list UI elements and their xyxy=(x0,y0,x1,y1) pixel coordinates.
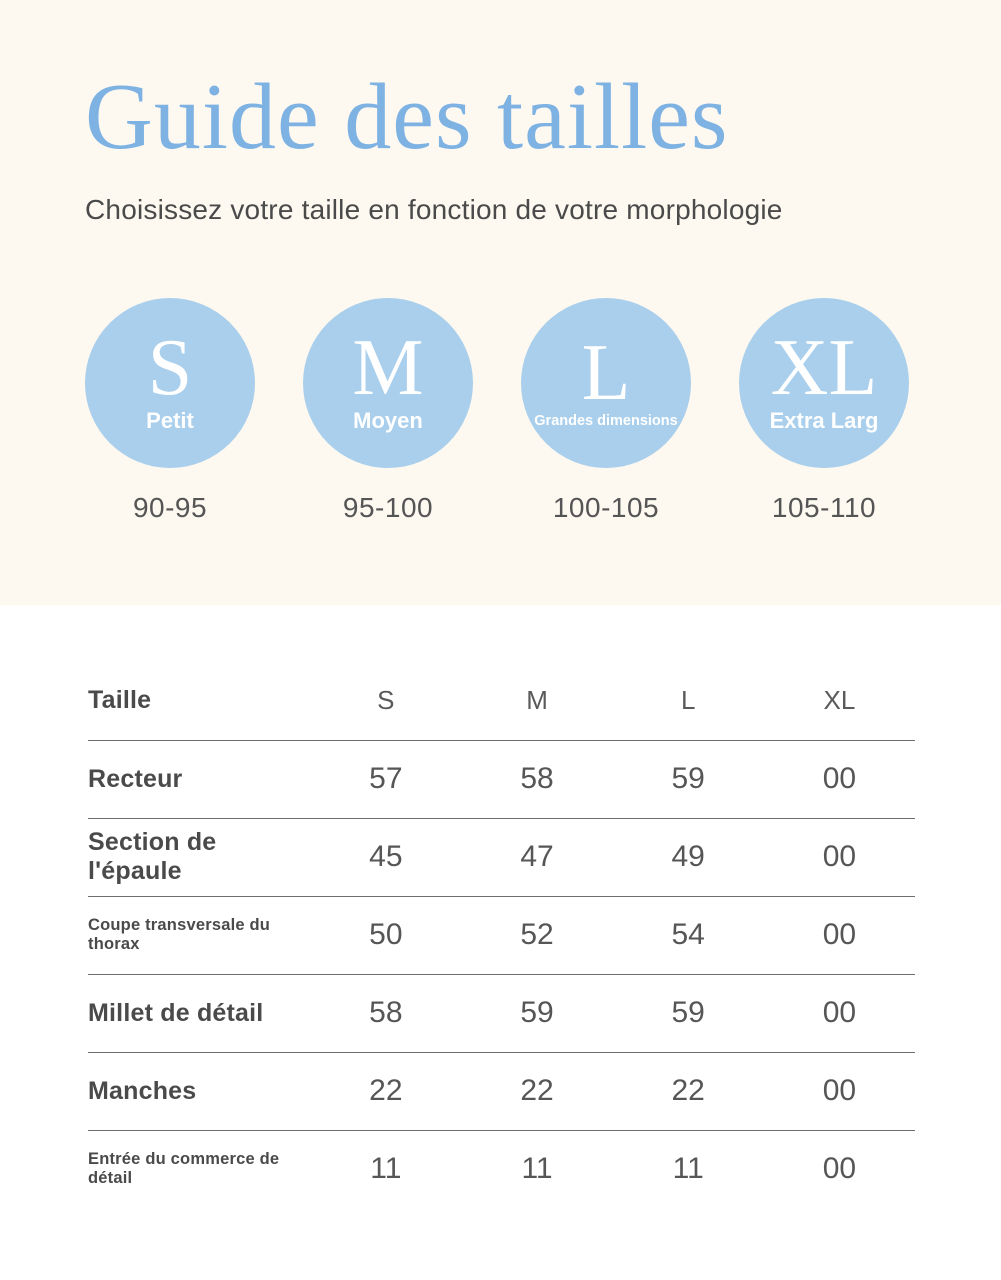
table-row xyxy=(88,1130,915,1208)
header-col-s: S xyxy=(310,662,461,740)
size-circle-s xyxy=(85,298,255,468)
cell-value: 59 xyxy=(461,974,612,1052)
table-header-row xyxy=(88,662,915,740)
size-range: 105-110 xyxy=(771,492,877,523)
table-row xyxy=(88,1052,915,1130)
header-taille: Taille xyxy=(88,662,310,740)
table-row xyxy=(88,896,915,974)
size-guide-hero xyxy=(0,0,1001,605)
row-label: Entrée du commerce de détail xyxy=(88,1150,280,1188)
size-col-l xyxy=(521,298,691,524)
size-sublabel: Grandes dimensions xyxy=(534,413,678,430)
cell-value: 59 xyxy=(613,974,764,1052)
header-col-m: M xyxy=(461,662,612,740)
measurements-section xyxy=(0,662,1001,1208)
size-sublabel: Extra Larg xyxy=(769,408,879,434)
cell-value: 00 xyxy=(822,1152,857,1186)
cell-value: 11 xyxy=(521,1152,553,1186)
cell-value: 00 xyxy=(764,740,915,818)
cell-value: 59 xyxy=(613,740,764,818)
cell-value: 58 xyxy=(461,740,612,818)
row-label: Recteur xyxy=(88,740,310,818)
header-col-xl: XL xyxy=(764,662,915,740)
cell-value: 11 xyxy=(672,1152,704,1186)
size-letter: S xyxy=(147,323,193,412)
row-label: Millet de détail xyxy=(88,974,310,1052)
cell-value: 00 xyxy=(764,896,915,974)
size-circles-row xyxy=(85,298,1001,524)
table-row xyxy=(88,818,915,896)
size-measurements-table xyxy=(88,662,915,1208)
page-title: Guide des tailles xyxy=(85,65,729,169)
size-letter: XL xyxy=(770,323,878,412)
cell-value: 00 xyxy=(764,1052,915,1130)
cell-value: 11 xyxy=(370,1152,402,1186)
size-range: 90-95 xyxy=(132,492,208,523)
size-col-xl xyxy=(739,298,909,524)
cell-value: 45 xyxy=(310,818,461,896)
cell-value: 00 xyxy=(764,974,915,1052)
size-circle-m xyxy=(303,298,473,468)
size-range: 100-105 xyxy=(552,492,660,523)
row-label: Manches xyxy=(88,1052,310,1130)
cell-value: 50 xyxy=(310,896,461,974)
row-label: Section de l'épaule xyxy=(88,818,310,896)
cell-value: 22 xyxy=(461,1052,612,1130)
page-subtitle: Choisissez votre taille en fonction de votre morphologie xyxy=(85,194,783,225)
header-col-l: L xyxy=(613,662,764,740)
size-circle-xl xyxy=(739,298,909,468)
table-row xyxy=(88,974,915,1052)
size-col-m xyxy=(303,298,473,524)
cell-value: 57 xyxy=(310,740,461,818)
cell-value: 54 xyxy=(613,896,764,974)
cell-value: 58 xyxy=(310,974,461,1052)
cell-value: 22 xyxy=(613,1052,764,1130)
cell-value: 00 xyxy=(764,818,915,896)
cell-value: 47 xyxy=(461,818,612,896)
size-circle-l xyxy=(521,298,691,468)
row-label: Coupe transversale du thorax xyxy=(88,896,310,974)
size-range: 95-100 xyxy=(342,492,434,523)
size-letter: M xyxy=(352,323,424,412)
size-sublabel: Moyen xyxy=(353,408,423,434)
cell-value: 52 xyxy=(461,896,612,974)
size-col-s xyxy=(85,298,255,524)
table-row xyxy=(88,740,915,818)
cell-value: 49 xyxy=(613,818,764,896)
size-letter: L xyxy=(581,328,631,417)
size-sublabel: Petit xyxy=(146,408,194,434)
cell-value: 22 xyxy=(310,1052,461,1130)
